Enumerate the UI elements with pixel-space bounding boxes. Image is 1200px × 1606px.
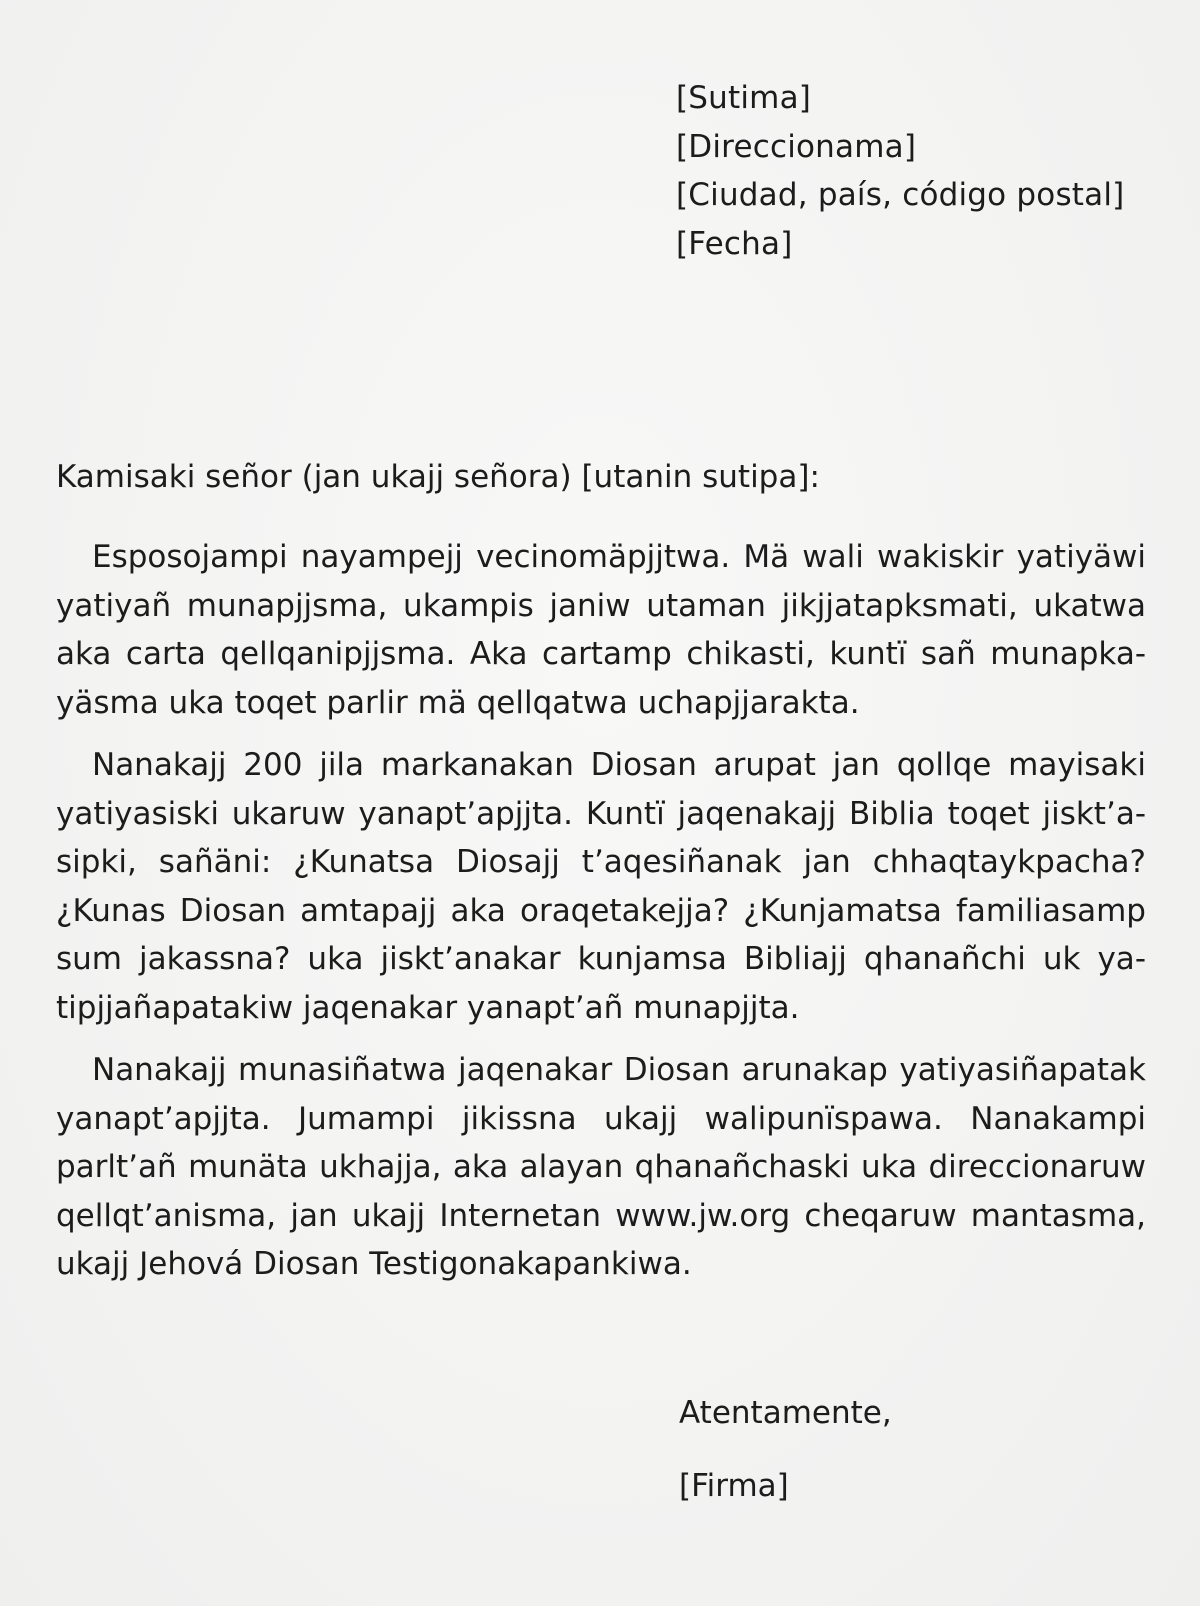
signature-placeholder: [Firma]	[679, 1468, 789, 1504]
sender-city: [Ciudad, país, código postal]	[676, 177, 1125, 213]
closing: Atentamente,	[679, 1395, 892, 1431]
salutation: Kamisaki señor (jan ukajj señora) [utanin sutipa]:	[56, 459, 820, 495]
sender-name: [Sutima]	[676, 80, 812, 116]
body-paragraph-2: Nanakajj 200 jila markanakan Diosan arupat jan qollqe mayisaki yatiyasiski ukaruw yanapt’apjjta. Kuntï jaqenakajj Biblia toqet jiskt’asipki, sañäni: ¿Kunatsa Diosajj t’aqesiñanak jan chhaqtaykpacha? ¿Kunas Diosan amtapajj aka oraqetakejja? ¿Kunjamatsa familiasamp sum jakassna? uka jiskt’anakar kunjamsa Bibliajj qhanañchi uk yatipjjañapatakiw jaqenakar yanapt’añ munapjjta.	[56, 747, 1146, 1026]
body-paragraph-1: Esposojampi nayampejj vecinomäpjjtwa. Mä wali wakiskir yatiyäwi yatiyañ munapjjsma, ukampis janiw utaman jikjjatapksmati, ukatwa aka carta qellqanipjjsma. Aka cartamp chikasti, kuntï sañ munapkayäsma uka toqet parlir mä qellqatwa uchapjjarakta.	[56, 539, 1146, 721]
letter-body	[56, 533, 1146, 1303]
body-paragraph-3: Nanakajj munasiñatwa jaqenakar Diosan arunakap yatiyasiñapatak yanapt’apjjta. Jumampi jikissna ukajj walipunïspawa. Nanakampi parlt’añ munäta ukhajja, aka alayan qhanañchaski uka direccionaruw qellqt’anisma, jan ukajj Internetan www.jw.org cheqaruw mantasma, ukajj Jehová Diosan Testigonakapankiwa.	[56, 1052, 1146, 1282]
sender-address: [Direccionama]	[676, 128, 917, 165]
letter-date: [Fecha]	[676, 225, 793, 262]
sender-block	[676, 74, 1124, 268]
